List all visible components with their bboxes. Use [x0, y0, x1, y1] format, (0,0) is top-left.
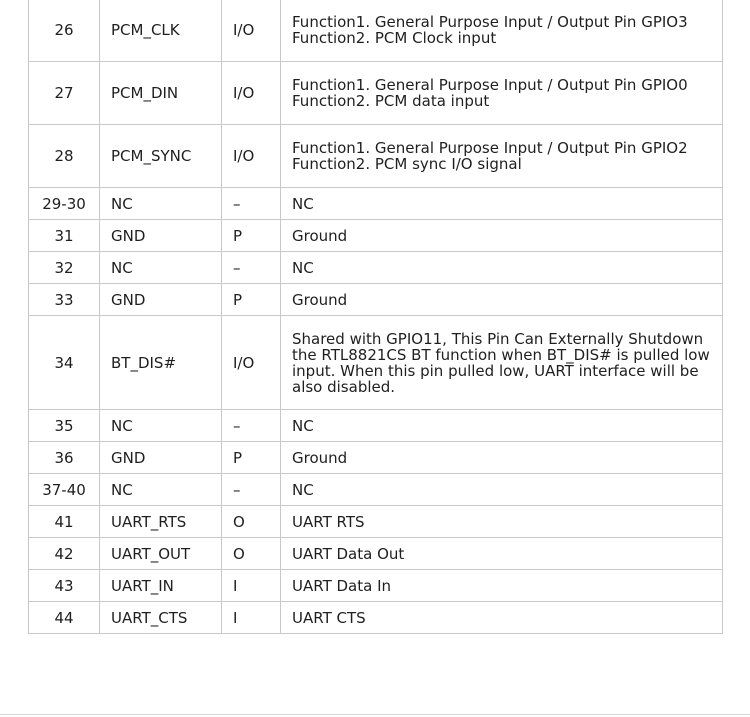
- pin-description-cell: [281, 252, 723, 284]
- table-row: [29, 410, 723, 442]
- pin-name-cell: UART_OUT: [100, 538, 222, 570]
- pin-type-cell: O: [222, 538, 281, 570]
- pin-name-cell: NC: [100, 474, 222, 506]
- description-line: also disabled.: [292, 377, 396, 396]
- pin-description-cell: [281, 220, 723, 252]
- description-line: UART RTS: [292, 512, 365, 531]
- pin-type-cell: I/O: [222, 0, 281, 62]
- pin-type-cell: P: [222, 442, 281, 474]
- table-row: [29, 188, 723, 220]
- pin-description-cell: [281, 410, 723, 442]
- pin-name-cell: GND: [100, 284, 222, 316]
- pin-name-cell: PCM_CLK: [100, 0, 222, 62]
- pin-description-cell: [281, 442, 723, 474]
- pin-name-cell: UART_IN: [100, 570, 222, 602]
- pin-number-cell: 44: [29, 602, 100, 634]
- description-line: Function1. General Purpose Input / Output Pin GPIO3: [292, 13, 688, 31]
- pin-number-cell: 43: [29, 570, 100, 602]
- pin-type-cell: P: [222, 284, 281, 316]
- pin-number-cell: 36: [29, 442, 100, 474]
- description-line: NC: [292, 480, 314, 499]
- description-line: Function2. PCM Clock input: [292, 29, 497, 47]
- description-line: NC: [292, 258, 314, 277]
- pin-description-cell: [281, 125, 723, 188]
- description-line: NC: [292, 416, 314, 435]
- description-line: Function1. General Purpose Input / Output Pin GPIO0: [292, 76, 688, 94]
- pin-name-cell: NC: [100, 252, 222, 284]
- pin-description-cell: [281, 506, 723, 538]
- description-line: NC: [292, 194, 314, 213]
- pin-name-cell: GND: [100, 442, 222, 474]
- table-row: [29, 474, 723, 506]
- table-row: [29, 252, 723, 284]
- pin-number-cell: 33: [29, 284, 100, 316]
- pin-type-cell: –: [222, 252, 281, 284]
- pin-name-cell: PCM_DIN: [100, 62, 222, 125]
- pin-number-cell: 35: [29, 410, 100, 442]
- description-line: Ground: [292, 226, 348, 245]
- pin-type-cell: I: [222, 602, 281, 634]
- pin-description-cell: [281, 538, 723, 570]
- description-line: Ground: [292, 290, 348, 309]
- pin-name-cell: BT_DIS#: [100, 316, 222, 410]
- pin-number-cell: 26: [29, 0, 100, 62]
- page-divider: [0, 714, 750, 715]
- pin-type-cell: –: [222, 410, 281, 442]
- table-row: [29, 220, 723, 252]
- description-line: UART CTS: [292, 608, 366, 627]
- pin-type-cell: I/O: [222, 125, 281, 188]
- pin-name-cell: NC: [100, 410, 222, 442]
- table-row: [29, 538, 723, 570]
- pin-number-cell: 29-30: [29, 188, 100, 220]
- table-row: [29, 125, 723, 188]
- pin-description-cell: [281, 602, 723, 634]
- pin-type-cell: I/O: [222, 62, 281, 125]
- pin-name-cell: UART_CTS: [100, 602, 222, 634]
- description-line: UART Data Out: [292, 544, 405, 563]
- pin-name-cell: GND: [100, 220, 222, 252]
- pin-name-cell: NC: [100, 188, 222, 220]
- pin-number-cell: 32: [29, 252, 100, 284]
- pin-description-cell: [281, 284, 723, 316]
- pin-number-cell: 41: [29, 506, 100, 538]
- table-row: [29, 316, 723, 410]
- pin-number-cell: 28: [29, 125, 100, 188]
- pin-description-cell: [281, 570, 723, 602]
- description-line: the RTL8821CS BT function when BT_DIS# is pulled low: [292, 345, 710, 364]
- pin-number-cell: 31: [29, 220, 100, 252]
- pin-number-cell: 27: [29, 62, 100, 125]
- pin-type-cell: P: [222, 220, 281, 252]
- pin-type-cell: O: [222, 506, 281, 538]
- pin-table-body: [29, 0, 723, 634]
- pin-number-cell: 42: [29, 538, 100, 570]
- pin-description-cell: [281, 474, 723, 506]
- pin-type-cell: –: [222, 188, 281, 220]
- pin-type-cell: I: [222, 570, 281, 602]
- pin-number-cell: 37-40: [29, 474, 100, 506]
- description-line: UART Data In: [292, 576, 392, 595]
- pin-description-cell: [281, 62, 723, 125]
- table-row: [29, 62, 723, 125]
- description-line: input. When this pin pulled low, UART interface will be: [292, 361, 699, 380]
- pin-type-cell: –: [222, 474, 281, 506]
- pin-name-cell: PCM_SYNC: [100, 125, 222, 188]
- description-line: Function1. General Purpose Input / Output Pin GPIO2: [292, 139, 688, 157]
- table-row: [29, 284, 723, 316]
- description-line: Ground: [292, 448, 348, 467]
- pin-table: [28, 0, 723, 634]
- table-row: [29, 506, 723, 538]
- description-line: Function2. PCM sync I/O signal: [292, 155, 522, 173]
- pin-type-cell: I/O: [222, 316, 281, 410]
- description-line: Function2. PCM data input: [292, 92, 490, 110]
- table-row: [29, 0, 723, 62]
- table-row: [29, 602, 723, 634]
- pin-description-cell: [281, 316, 723, 410]
- table-row: [29, 570, 723, 602]
- table-row: [29, 442, 723, 474]
- pin-description-cell: [281, 0, 723, 62]
- pin-number-cell: 34: [29, 316, 100, 410]
- description-line: Shared with GPIO11, This Pin Can Externally Shutdown: [292, 329, 704, 348]
- pin-description-cell: [281, 188, 723, 220]
- pin-name-cell: UART_RTS: [100, 506, 222, 538]
